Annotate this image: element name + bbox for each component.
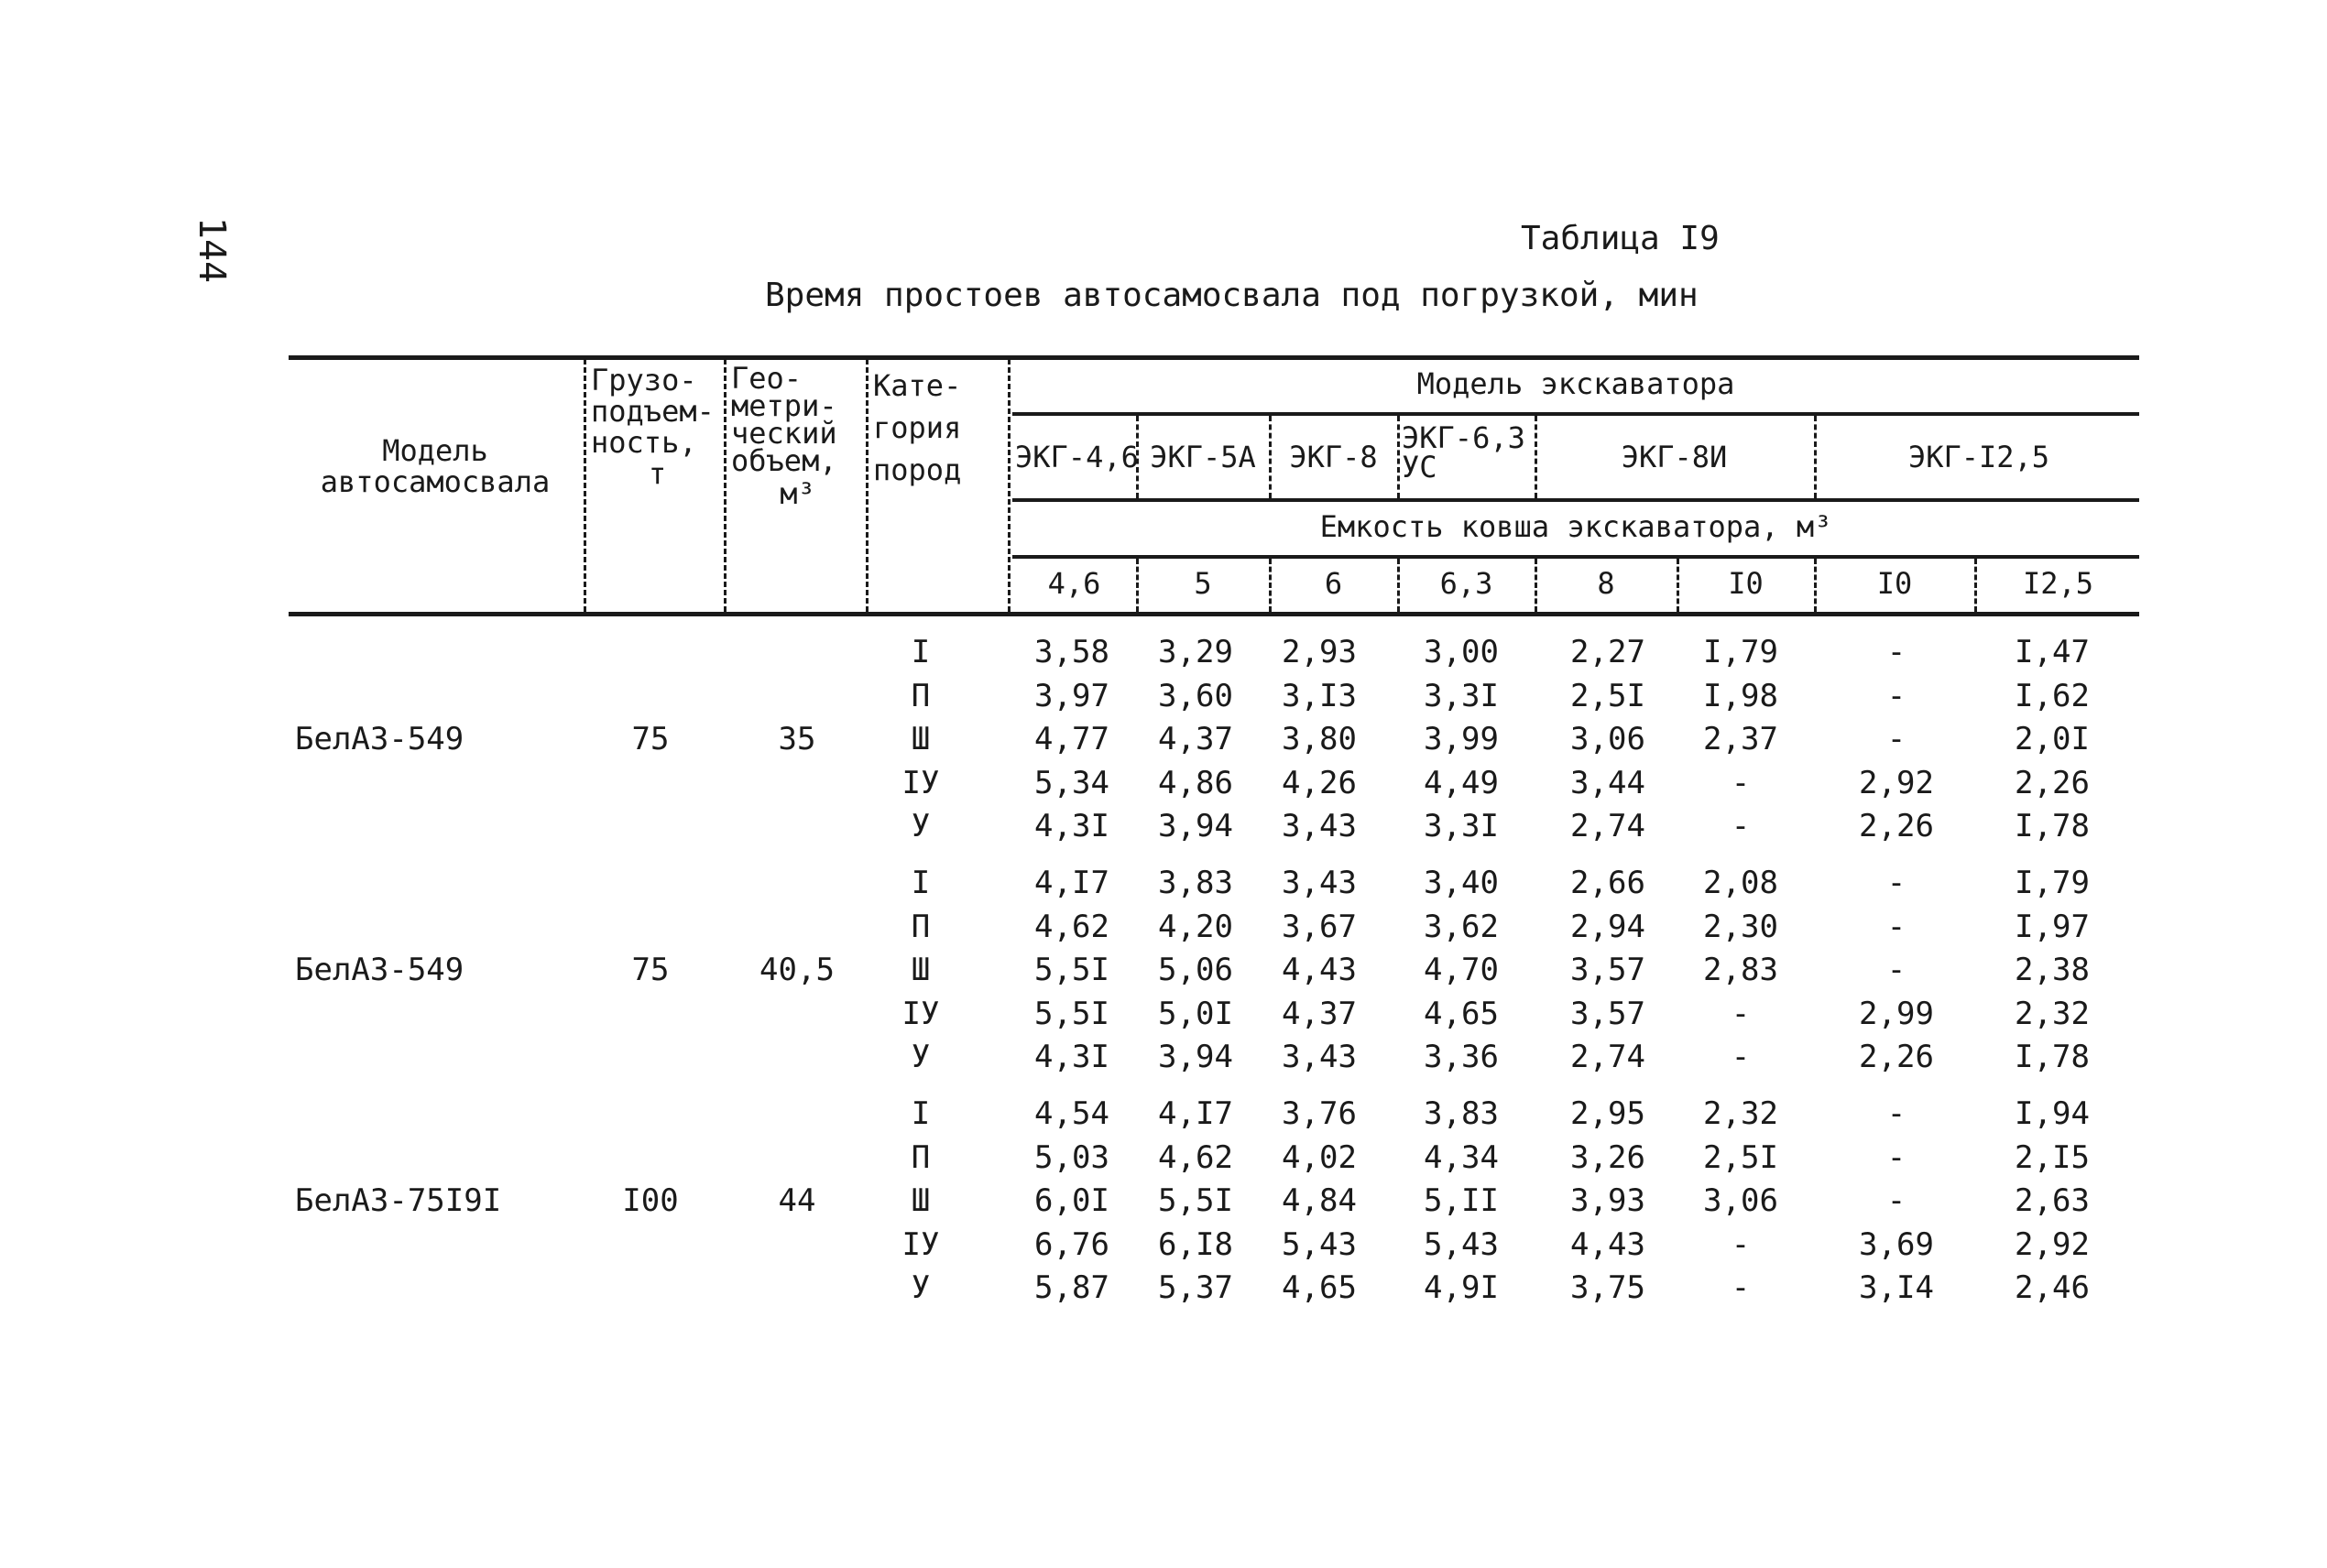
rock-category: Ш [911, 1182, 931, 1219]
value-cell: 4,65 [1282, 1269, 1357, 1306]
value-cell: - [1886, 952, 1906, 988]
value-cell: 6,0I [1034, 1182, 1109, 1219]
value-cell: 4,34 [1424, 1138, 1499, 1176]
rock-category: IУ [901, 1225, 940, 1263]
bucket-size: I0 [1728, 566, 1764, 601]
value-cell: 6,I8 [1158, 1225, 1233, 1263]
value-cell: 2,26 [1859, 808, 1934, 844]
value-cell: 3,69 [1859, 1225, 1934, 1263]
value-cell: 3,94 [1158, 808, 1233, 844]
header-model: Модель автосамосвала [320, 433, 551, 499]
value-cell: 4,70 [1424, 952, 1499, 988]
value-cell: 3,43 [1282, 808, 1357, 844]
value-cell: 2,26 [2015, 764, 2090, 801]
bucket-size: I0 [1876, 566, 1913, 601]
value-cell: 3,83 [1424, 1095, 1499, 1132]
value-cell: 5,0I [1158, 995, 1233, 1032]
value-cell: 2,I5 [2015, 1138, 2090, 1176]
truck-volume: 40,5 [759, 952, 835, 988]
value-cell: 5,03 [1034, 1138, 1109, 1176]
table-title: Время простоев автосамосвала под погрузкой, мин [765, 277, 1699, 314]
value-cell: 3,60 [1158, 677, 1233, 714]
value-cell: 5,II [1424, 1182, 1499, 1219]
value-cell: 3,I4 [1859, 1269, 1934, 1306]
value-cell: 6,76 [1034, 1225, 1109, 1263]
value-cell: - [1886, 1095, 1906, 1132]
value-cell: 5,87 [1034, 1269, 1109, 1306]
value-cell: 3,94 [1158, 1039, 1233, 1075]
value-cell: 2,5I [1570, 677, 1645, 714]
value-cell: - [1731, 995, 1751, 1032]
truck-capacity: 75 [631, 952, 670, 988]
value-cell: I,78 [2015, 808, 2090, 844]
divider [1814, 416, 1817, 498]
excavator-ekg-8i: ЭКГ-8И [1621, 440, 1728, 474]
value-cell: - [1886, 1138, 1906, 1176]
value-cell: 3,93 [1570, 1182, 1645, 1219]
value-cell: - [1886, 908, 1906, 945]
header-volume: Гео- метри- ческий объем, м³ [731, 361, 837, 511]
value-cell: 4,I7 [1158, 1095, 1233, 1132]
value-cell: 5,34 [1034, 764, 1109, 801]
divider [1008, 359, 1011, 612]
divider [1535, 416, 1537, 498]
value-cell: - [1731, 1039, 1751, 1075]
rock-category: У [911, 1269, 931, 1306]
value-cell: 2,0I [2015, 721, 2090, 757]
truck-model: БелАЗ-549 [295, 952, 464, 988]
value-cell: 2,93 [1282, 634, 1357, 670]
rock-category: IУ [901, 764, 940, 801]
value-cell: 5,43 [1282, 1225, 1357, 1263]
value-cell: 2,30 [1703, 908, 1778, 945]
excavator-ekg-4-6: ЭКГ-4,6 [1015, 440, 1139, 474]
value-cell: 2,74 [1570, 1039, 1645, 1075]
value-cell: I,79 [1703, 634, 1778, 670]
header-excavator-model: Модель экскаватора [1416, 366, 1735, 401]
value-cell: 3,67 [1282, 908, 1357, 945]
excavator-ekg-12-5: ЭКГ-I2,5 [1907, 440, 2050, 474]
value-cell: 5,5I [1034, 952, 1109, 988]
value-cell: - [1731, 1269, 1751, 1306]
value-cell: 2,38 [2015, 952, 2090, 988]
value-cell: 4,43 [1570, 1225, 1645, 1263]
value-cell: 2,83 [1703, 952, 1778, 988]
value-cell: I,79 [2015, 865, 2090, 901]
value-cell: 3,3I [1424, 677, 1499, 714]
rock-category: П [911, 1138, 931, 1176]
value-cell: 3,97 [1034, 677, 1109, 714]
value-cell: 5,43 [1424, 1225, 1499, 1263]
excavator-ekg-8: ЭКГ-8 [1289, 440, 1378, 474]
bucket-caption-rule [1012, 555, 2139, 559]
value-cell: 2,94 [1570, 908, 1645, 945]
rock-category: I [911, 634, 931, 670]
value-cell: 3,62 [1424, 908, 1499, 945]
value-cell: 4,37 [1158, 721, 1233, 757]
value-cell: 4,49 [1424, 764, 1499, 801]
value-cell: 2,32 [2015, 995, 2090, 1032]
value-cell: 2,26 [1859, 1039, 1934, 1075]
excavator-ekg-5a: ЭКГ-5А [1150, 440, 1256, 474]
page-number: 144 [191, 216, 234, 284]
table-label: Таблица I9 [1521, 220, 1720, 257]
value-cell: 3,I3 [1282, 677, 1357, 714]
value-cell: 4,62 [1034, 908, 1109, 945]
value-cell: 3,99 [1424, 721, 1499, 757]
value-cell: 4,3I [1034, 1039, 1109, 1075]
rock-category: Ш [911, 721, 931, 757]
rock-category: I [911, 865, 931, 901]
value-cell: 3,57 [1570, 995, 1645, 1032]
value-cell: 4,26 [1282, 764, 1357, 801]
value-cell: 4,37 [1282, 995, 1357, 1032]
value-cell: 3,29 [1158, 634, 1233, 670]
value-cell: 4,65 [1424, 995, 1499, 1032]
value-cell: 4,62 [1158, 1138, 1233, 1176]
value-cell: I,47 [2015, 634, 2090, 670]
value-cell: 3,58 [1034, 634, 1109, 670]
rock-category: П [911, 677, 931, 714]
value-cell: 3,26 [1570, 1138, 1645, 1176]
value-cell: 3,80 [1282, 721, 1357, 757]
value-cell: 2,74 [1570, 808, 1645, 844]
value-cell: 3,76 [1282, 1095, 1357, 1132]
value-cell: 2,37 [1703, 721, 1778, 757]
value-cell: 4,3I [1034, 808, 1109, 844]
divider [724, 359, 727, 612]
value-cell: 3,00 [1424, 634, 1499, 670]
value-cell: - [1886, 677, 1906, 714]
truck-capacity: 75 [631, 721, 670, 757]
rock-category: У [911, 808, 931, 844]
rock-category: П [911, 908, 931, 945]
value-cell: 4,I7 [1034, 865, 1109, 901]
bucket-size: 6,3 [1439, 566, 1493, 601]
value-cell: 3,83 [1158, 865, 1233, 901]
truck-volume: 44 [778, 1182, 816, 1219]
value-cell: I,78 [2015, 1039, 2090, 1075]
value-cell: 3,3I [1424, 808, 1499, 844]
value-cell: 2,92 [2015, 1225, 2090, 1263]
value-cell: 3,43 [1282, 1039, 1357, 1075]
value-cell: 2,95 [1570, 1095, 1645, 1132]
value-cell: - [1731, 1225, 1751, 1263]
header-capacity: Грузо- подъем- ность, т [591, 363, 715, 491]
value-cell: 3,06 [1703, 1182, 1778, 1219]
value-cell: 4,9I [1424, 1269, 1499, 1306]
excavator-names-rule [1012, 498, 2139, 502]
rock-category: I [911, 1095, 931, 1132]
value-cell: - [1886, 721, 1906, 757]
value-cell: 3,44 [1570, 764, 1645, 801]
top-rule [289, 355, 2139, 360]
truck-volume: 35 [778, 721, 816, 757]
divider [584, 359, 586, 612]
bucket-size: 4,6 [1047, 566, 1101, 601]
truck-capacity: I00 [622, 1182, 679, 1219]
value-cell: 4,43 [1282, 952, 1357, 988]
excavator-model-rule [1012, 412, 2139, 416]
truck-model: БелАЗ-75I9I [295, 1182, 502, 1219]
value-cell: 3,40 [1424, 865, 1499, 901]
value-cell: 2,27 [1570, 634, 1645, 670]
value-cell: 5,5I [1034, 995, 1109, 1032]
value-cell: 2,46 [2015, 1269, 2090, 1306]
value-cell: 2,08 [1703, 865, 1778, 901]
bucket-size: 8 [1597, 566, 1615, 601]
value-cell: 4,54 [1034, 1095, 1109, 1132]
value-cell: 2,32 [1703, 1095, 1778, 1132]
value-cell: - [1731, 808, 1751, 844]
value-cell: 3,06 [1570, 721, 1645, 757]
rock-category: Ш [911, 952, 931, 988]
value-cell: 5,06 [1158, 952, 1233, 988]
value-cell: 3,75 [1570, 1269, 1645, 1306]
value-cell: 2,99 [1859, 995, 1934, 1032]
excavator-ekg-6-3-us: ЭКГ-6,3 УС [1402, 420, 1525, 485]
value-cell: 2,5I [1703, 1138, 1778, 1176]
value-cell: 2,63 [2015, 1182, 2090, 1219]
value-cell: I,62 [2015, 677, 2090, 714]
bucket-size: I2,5 [2022, 566, 2094, 601]
value-cell: - [1886, 634, 1906, 670]
bucket-size: 6 [1324, 566, 1343, 601]
bucket-size: 5 [1194, 566, 1212, 601]
value-cell: - [1731, 764, 1751, 801]
value-cell: 3,57 [1570, 952, 1645, 988]
value-cell: 3,36 [1424, 1039, 1499, 1075]
header-bottom-rule [289, 612, 2139, 616]
value-cell: I,97 [2015, 908, 2090, 945]
value-cell: I,94 [2015, 1095, 2090, 1132]
value-cell: - [1886, 1182, 1906, 1219]
value-cell: 4,77 [1034, 721, 1109, 757]
rock-category: У [911, 1039, 931, 1075]
value-cell: 4,84 [1282, 1182, 1357, 1219]
value-cell: I,98 [1703, 677, 1778, 714]
value-cell: 4,02 [1282, 1138, 1357, 1176]
value-cell: 3,43 [1282, 865, 1357, 901]
value-cell: - [1886, 865, 1906, 901]
rock-category: IУ [901, 995, 940, 1032]
header-category: Кате- гория пород [873, 368, 962, 487]
value-cell: 2,66 [1570, 865, 1645, 901]
divider [1397, 416, 1400, 498]
divider [866, 359, 869, 612]
value-cell: 5,37 [1158, 1269, 1233, 1306]
value-cell: 4,86 [1158, 764, 1233, 801]
value-cell: 5,5I [1158, 1182, 1233, 1219]
value-cell: 4,20 [1158, 908, 1233, 945]
value-cell: 2,92 [1859, 764, 1934, 801]
truck-model: БелАЗ-549 [295, 721, 464, 757]
bucket-capacity-caption: Емкость ковша экскаватора, м³ [1319, 509, 1832, 544]
